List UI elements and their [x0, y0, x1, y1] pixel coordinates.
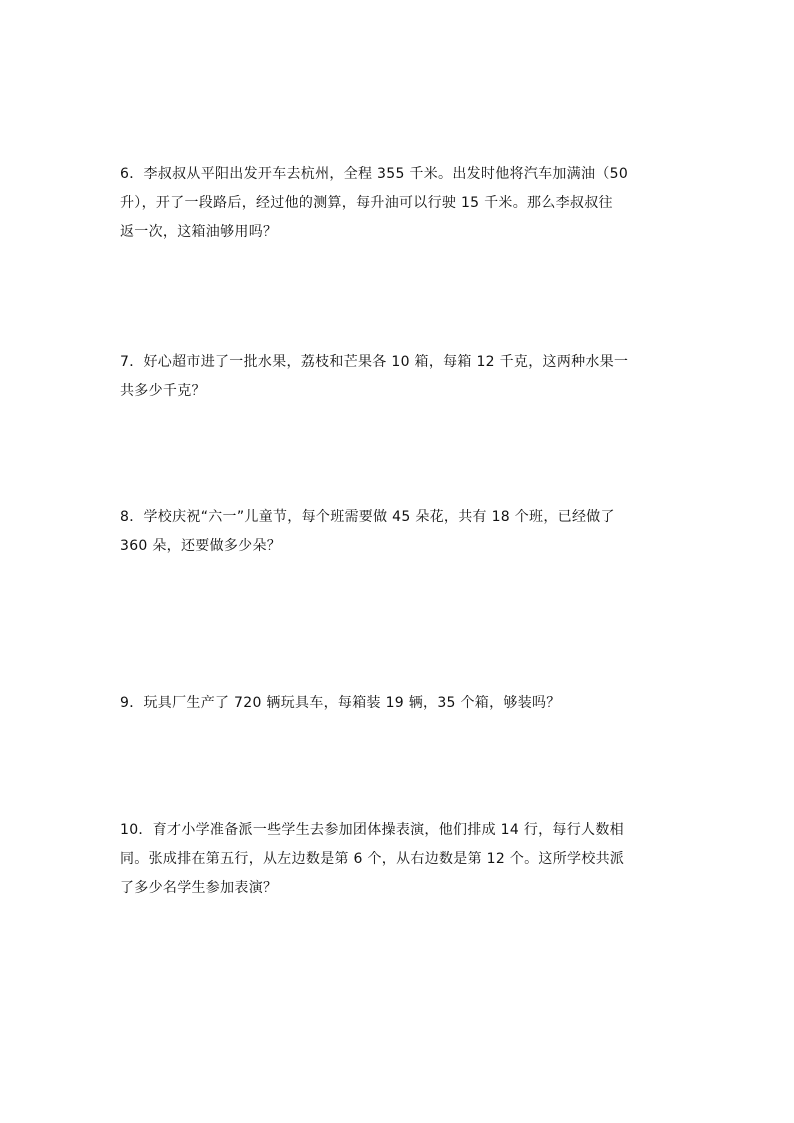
problem-10-line-1: 10．育才小学准备派一些学生去参加团体操表演，他们排成 14 行，每行人数相 [120, 822, 624, 838]
problem-10-line-3: 了多少名学生参加表演？ [120, 880, 278, 896]
problem-6-line-2: 升），开了一段路后，经过他的测算，每升油可以行驶 15 千米。那么李叔叔往 [120, 195, 613, 211]
problem-7-line-1: 7．好心超市进了一批水果，荔枝和芒果各 10 箱，每箱 12 千克，这两种水果一 [120, 354, 629, 370]
problem-8-line-2: 360 朵，还要做多少朵？ [120, 538, 282, 554]
problem-6 [120, 160, 676, 247]
problem-8 [120, 503, 676, 561]
problem-9 [120, 689, 676, 718]
problem-7-line-2: 共多少千克？ [120, 383, 206, 399]
problem-9-line-1: 9．玩具厂生产了 720 辆玩具车，每箱装 19 辆，35 个箱，够装吗？ [120, 695, 561, 711]
problem-6-line-3: 返一次，这箱油够用吗？ [120, 224, 278, 240]
problem-6-line-1: 6．李叔叔从平阳出发开车去杭州，全程 355 千米。出发时他将汽车加满油（50 [120, 166, 629, 182]
problem-10 [120, 816, 676, 903]
problem-10-line-2: 同。张成排在第五行，从左边数是第 6 个，从右边数是第 12 个。这所学校共派 [120, 851, 625, 867]
problem-7 [120, 348, 676, 406]
problem-8-line-1: 8．学校庆祝“六一”儿童节，每个班需要做 45 朵花，共有 18 个班，已经做了 [120, 509, 615, 525]
